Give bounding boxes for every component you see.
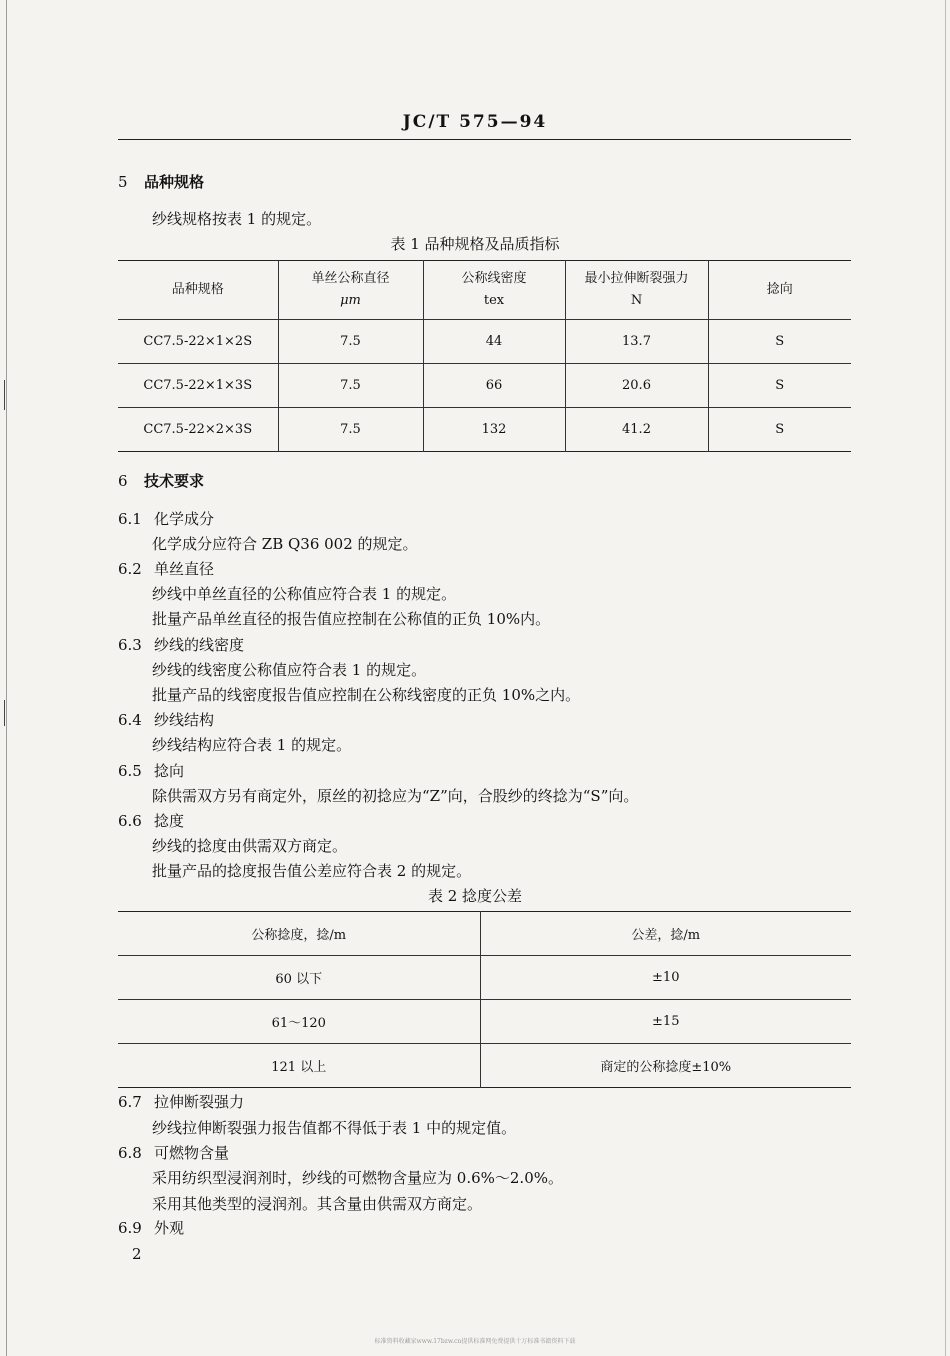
section-6-heading bbox=[118, 470, 204, 491]
table-row bbox=[118, 956, 851, 1000]
table-row bbox=[118, 1044, 851, 1088]
standard-code-header: JC/T 575—94 bbox=[402, 112, 548, 132]
table2-twist-tolerance bbox=[118, 911, 851, 1088]
section-title: 技术要求 bbox=[144, 472, 205, 490]
paragraph: 采用纺织型浸润剂时，纱线的可燃物含量应为 0.6%～2.0%。 bbox=[152, 1169, 563, 1187]
cell: S bbox=[708, 364, 851, 408]
cell: 66 bbox=[423, 364, 565, 408]
cell: 20.6 bbox=[565, 364, 708, 408]
page-number: 2 bbox=[132, 1245, 142, 1263]
table-row bbox=[118, 1000, 851, 1044]
table-row bbox=[118, 364, 851, 408]
paragraph: 采用其他类型的浸润剂。其含量由供需双方商定。 bbox=[152, 1195, 483, 1213]
paragraph: 化学成分应符合 ZB Q36 002 的规定。 bbox=[152, 535, 418, 553]
cell: CC7.5-22×1×3S bbox=[118, 364, 278, 408]
paragraph: 批量产品单丝直径的报告值应控制在公称值的正负 10%内。 bbox=[152, 610, 551, 628]
subsection-6-6-heading: 6.6 捻度 bbox=[118, 812, 185, 830]
cell: 7.5 bbox=[278, 364, 423, 408]
paragraph: 纱线的捻度由供需双方商定。 bbox=[152, 837, 348, 855]
cell: 61～120 bbox=[118, 1000, 480, 1044]
paragraph: 除供需双方另有商定外，原丝的初捻应为“Z”向，合股纱的终捻为“S”向。 bbox=[152, 787, 639, 805]
cell: 7.5 bbox=[278, 320, 423, 364]
cell: 121 以上 bbox=[118, 1044, 480, 1088]
table2-caption: 表 2 捻度公差 bbox=[427, 887, 523, 905]
col-header-strength: 最小拉伸断裂强力 N bbox=[565, 261, 708, 320]
cell: ±10 bbox=[480, 956, 851, 1000]
subsection-6-3-heading: 6.3 纱线的线密度 bbox=[118, 636, 245, 654]
table-header-row bbox=[118, 912, 851, 956]
paragraph: 纱线规格按表 1 的规定。 bbox=[152, 210, 322, 228]
subsection-6-8-heading: 6.8 可燃物含量 bbox=[118, 1144, 230, 1162]
subsection-6-7-heading: 6.7 拉伸断裂强力 bbox=[118, 1093, 245, 1111]
cell: 7.5 bbox=[278, 408, 423, 452]
table-row bbox=[118, 408, 851, 452]
cell: CC7.5-22×1×2S bbox=[118, 320, 278, 364]
section-title: 品种规格 bbox=[144, 173, 205, 191]
section-number: 5 bbox=[118, 173, 128, 191]
subsection-6-9-heading: 6.9 外观 bbox=[118, 1219, 185, 1237]
col-header-density: 公称线密度 tex bbox=[423, 261, 565, 320]
cell: 41.2 bbox=[565, 408, 708, 452]
scan-edge-left bbox=[6, 0, 7, 1356]
col-header-twist-dir: 捻向 bbox=[708, 261, 851, 320]
paragraph: 纱线的线密度公称值应符合表 1 的规定。 bbox=[152, 661, 427, 679]
subsection-6-5-heading: 6.5 捻向 bbox=[118, 762, 185, 780]
col-header-nominal-twist: 公称捻度，捻/m bbox=[118, 912, 480, 956]
cell: 商定的公称捻度±10% bbox=[600, 1060, 732, 1075]
cell: 132 bbox=[423, 408, 565, 452]
section-5-heading bbox=[118, 171, 204, 192]
table-header-row bbox=[118, 261, 851, 320]
table-row bbox=[118, 320, 851, 364]
cell: 13.7 bbox=[565, 320, 708, 364]
subsection-6-1-heading: 6.1 化学成分 bbox=[118, 510, 215, 528]
table1-variety-specs bbox=[118, 260, 851, 452]
cell: ±15 bbox=[480, 1000, 851, 1044]
paragraph: 纱线拉伸断裂强力报告值都不得低于表 1 中的规定值。 bbox=[152, 1119, 517, 1137]
cell: CC7.5-22×2×3S bbox=[118, 408, 278, 452]
col-header-spec: 品种规格 bbox=[118, 261, 278, 320]
subsection-6-2-heading: 6.2 单丝直径 bbox=[118, 560, 215, 578]
paragraph: 批量产品的线密度报告值应控制在公称线密度的正负 10%之内。 bbox=[152, 686, 581, 704]
table1-caption: 表 1 品种规格及品质指标 bbox=[390, 235, 560, 253]
scan-edge-right bbox=[945, 0, 946, 1356]
scan-mark bbox=[4, 380, 5, 410]
paragraph: 批量产品的捻度报告值公差应符合表 2 的规定。 bbox=[152, 862, 472, 880]
section-number: 6 bbox=[118, 472, 128, 490]
cell: S bbox=[708, 320, 851, 364]
cell: S bbox=[775, 422, 785, 437]
col-header-diameter: 单丝公称直径 μm bbox=[278, 261, 423, 320]
scan-mark bbox=[4, 700, 5, 726]
header-rule bbox=[118, 139, 851, 140]
cell: 60 以下 bbox=[118, 956, 480, 1000]
subsection-6-4-heading: 6.4 纱线结构 bbox=[118, 711, 215, 729]
paragraph: 纱线结构应符合表 1 的规定。 bbox=[152, 736, 352, 754]
paragraph: 纱线中单丝直径的公称值应符合表 1 的规定。 bbox=[152, 585, 457, 603]
footer-watermark-text: 标准资料收藏家www.17bzw.cn提供标准网免费提供十万标准书籍资料下载 bbox=[374, 1338, 576, 1345]
col-header-tolerance: 公差，捻/m bbox=[480, 912, 851, 956]
cell: 44 bbox=[423, 320, 565, 364]
